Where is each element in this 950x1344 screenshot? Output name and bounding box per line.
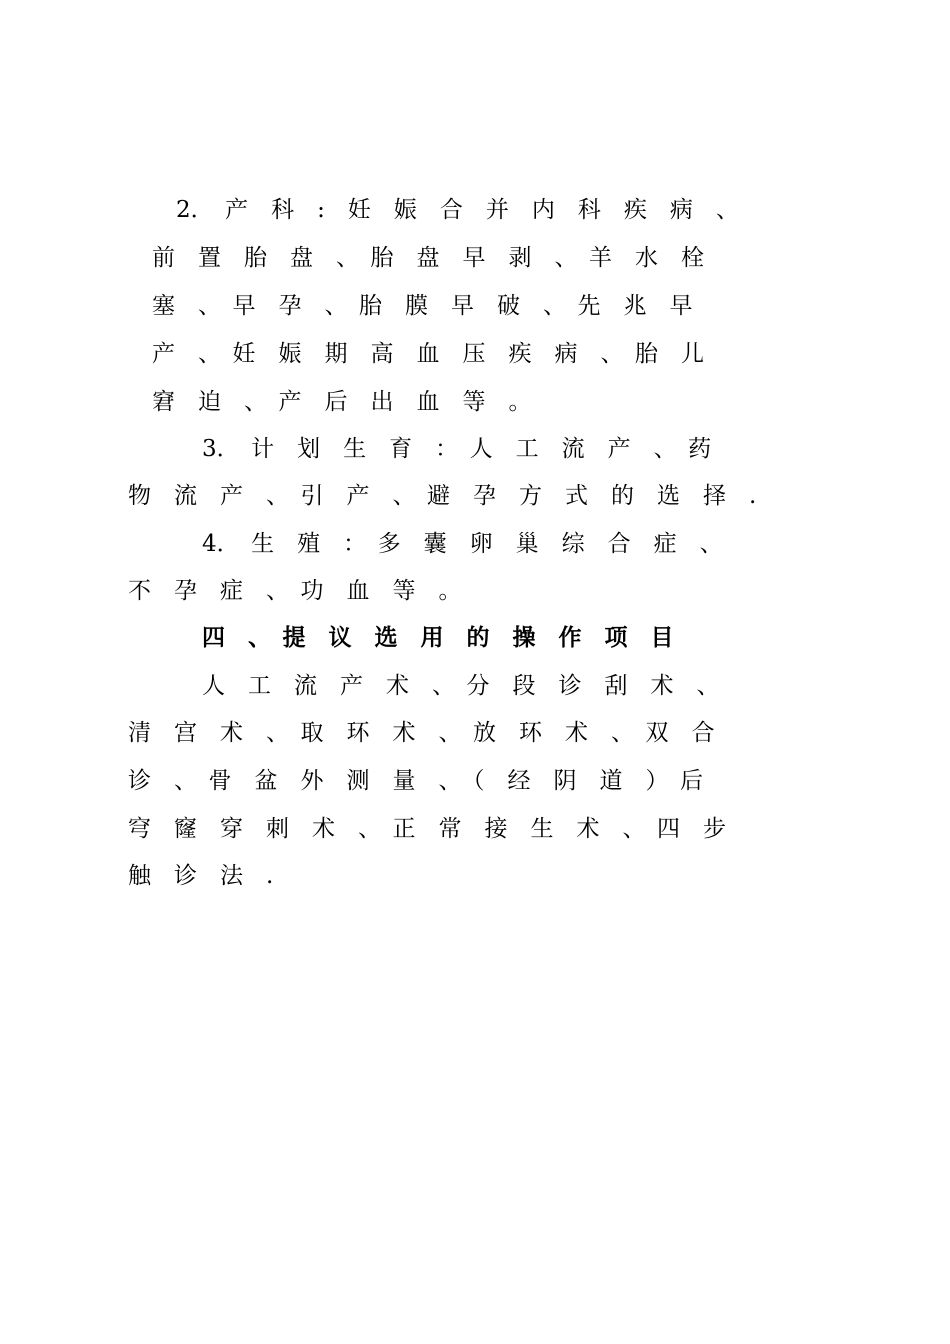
- obstetrics-line-1: 2． 产 科 : 妊 娠 合 并 内 科 疾 病 、: [176, 197, 739, 223]
- procedures-line-4: 穹 窿 穿 刺 术 、 正 常 接 生 术 、 四 步: [128, 816, 726, 842]
- family-planning-line-2: 物 流 产 、 引 产 、 避 孕 方 式 的 选 择 .: [128, 483, 757, 509]
- obstetrics-line-4: 产 、 妊 娠 期 高 血 压 疾 病 、 胎 儿: [152, 341, 704, 367]
- family-planning-line-1: 3． 计 划 生 育 ： 人 工 流 产 、 药: [202, 436, 712, 462]
- procedures-line-1: 人 工 流 产 术 、 分 段 诊 刮 术 、: [202, 673, 720, 699]
- obstetrics-line-3: 塞 、 早 孕 、 胎 膜 早 破 、 先 兆 早: [152, 293, 693, 319]
- obstetrics-line-2: 前 置 胎 盘 、 胎 盘 早 剥 、 羊 水 栓: [152, 245, 704, 271]
- procedures-line-3: 诊 、 骨 盆 外 测 量 、 （ 经 阴 道 ） 后: [128, 768, 703, 794]
- section-heading: 四 、 提 议 选 用 的 操 作 项 目: [202, 625, 674, 651]
- reproduction-line-1: 4． 生 殖 ： 多 囊 卵 巢 综 合 症 、: [202, 531, 723, 557]
- obstetrics-line-5: 窘 迫 、 产 后 出 血 等 。: [152, 389, 532, 415]
- procedures-line-2: 清 宫 术 、 取 环 术 、 放 环 术 、 双 合: [128, 720, 715, 746]
- procedures-line-5: 触 诊 法 .: [128, 863, 274, 889]
- reproduction-line-2: 不 孕 症 、 功 血 等 。: [128, 578, 462, 604]
